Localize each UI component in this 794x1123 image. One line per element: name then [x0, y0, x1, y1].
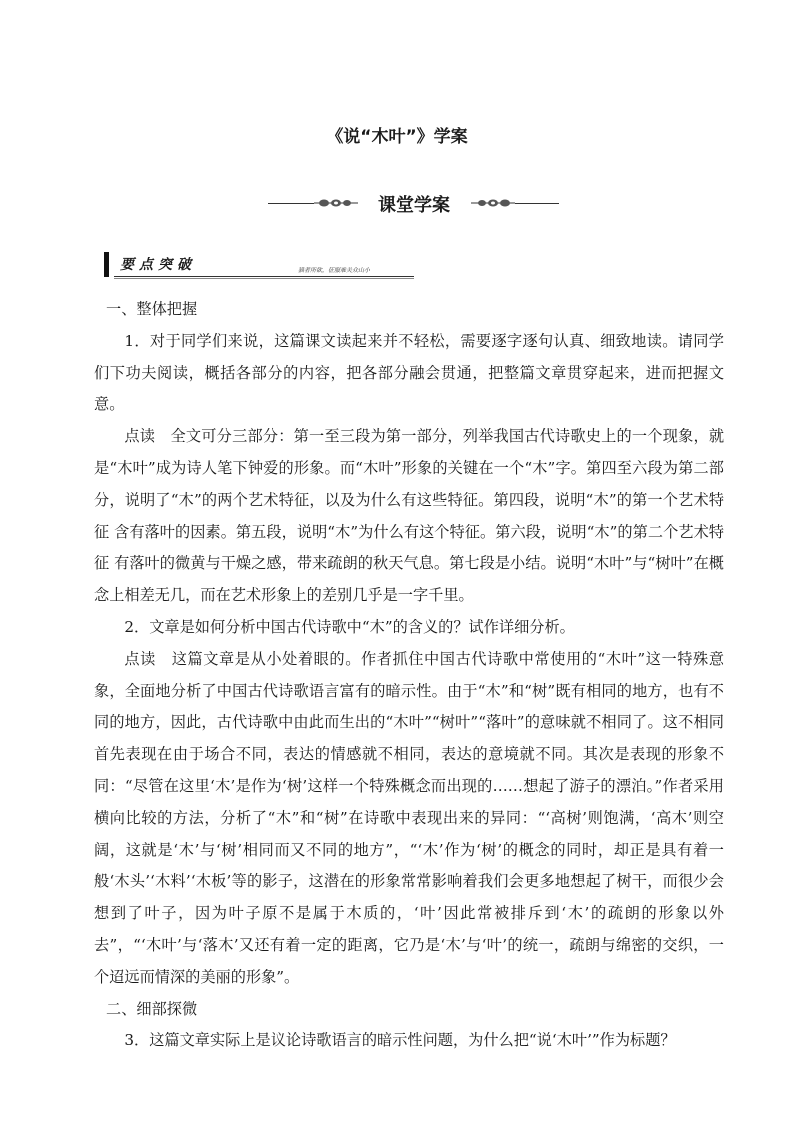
- section-heading-detail: 二、细部探微: [106, 999, 198, 1018]
- answer-2-text: 这篇文章是从小处着眼的。作者抓住中国古代诗歌中常使用的“木叶”这一特殊意象，全面地分析了中国古代诗歌语言富有的暗示性。由于“木”和“树”既有相同的地方，也有不同的地方，因此，古代诗歌中由此而生出的“木叶”“树叶”“落叶”的意味就不相同了。这不相同首先表现在由于场合不同，表达的情感就不相同，表达的意境就不同。其次是表现的形象不同：“尽管在这里‘木’是作为‘树’这样一个特殊概念而出现的……想起了游子的漂泊。”作者采用横向比较的方法，分析了“木”和“树”在诗歌中表现出来的异同：“‘高树’则饱满，‘高木’则空阔，这就是‘木’与‘树’相同而又不同的地方”，“‘木’作为‘树’的概念的同时，却正是具有着一般‘木头’‘木料’‘木板’等的影子，这潜在的形象常常影响着我们会更多地想起了树干，而很少会想到了叶子，因为叶子原不是属于木质的，‘叶’因此常被排斥到‘木’的疏朗的形象以外去”，“‘木叶’与‘落木’又还有着一定的距离，它乃是‘木’与‘叶’的统一，疏朗与绵密的交织，一个迢远而情深的美丽的形象”。: [94, 649, 725, 986]
- question-3: 3．这篇文章实际上是议论诗歌语言的暗示性问题，为什么把“说‘木叶’”作为标题？: [124, 1031, 676, 1050]
- key-points-header: [104, 252, 424, 278]
- key-points-bar: [104, 252, 109, 277]
- answer-2: [94, 644, 724, 994]
- answer-1: [94, 421, 724, 612]
- banner-rule-left: [268, 203, 314, 204]
- key-points-title: 要点突破: [120, 257, 196, 273]
- page-title: 《说“木叶”》学案: [326, 127, 468, 147]
- section-banner: [0, 191, 794, 217]
- answer-2-label: 点读: [124, 649, 156, 668]
- answer-1-text: 全文可分三部分：第一至三段为第一部分，列举我国古代诗歌史上的一个现象，就是“木叶”成为诗人笔下钟爱的形象。而“木叶”形象的关键在一个“木”字。第四至六段为第二部分，说明了“木”的两个艺术特征，以及为什么有这些特征。第四段，说明“木”的第一个艺术特征 含有落叶的因素。第五段，说明“木”为什么有这个特征。第六段，说明“木”的第二个艺术特征 有落叶的微黄与干燥之感，带来疏朗的秋天气息。第七段是小结。说明“木叶”与“树叶”在概念上相差无几，而在艺术形象上的差别几乎是一字千里。: [94, 427, 725, 605]
- section-heading-overall: 一、整体把握: [106, 300, 198, 318]
- banner-ornament-right-icon: [471, 196, 515, 210]
- key-points-rule: [114, 276, 414, 277]
- key-points-rule-thin: [114, 278, 414, 279]
- question-1: 1．对于同学们来说，这篇课文读起来并不轻松，需要逐字逐句认真、细致地读。请同学们下功夫阅读，概括各部分的内容，把各部分融会贯通，把整篇文章贯穿起来，进而把握文意。: [94, 331, 724, 414]
- answer-1-label: 点读: [124, 427, 156, 446]
- banner-ornament-left-icon: [314, 196, 358, 210]
- document-body: [94, 294, 724, 1057]
- banner-title: 课堂学案: [378, 195, 450, 216]
- key-points-motto: 猫者所欲，征服难关众山小: [298, 267, 371, 274]
- banner-rule-right: [515, 203, 559, 204]
- question-2: 2．文章是如何分析中国古代诗歌中“木”的含义的？试作详细分析。: [124, 617, 575, 636]
